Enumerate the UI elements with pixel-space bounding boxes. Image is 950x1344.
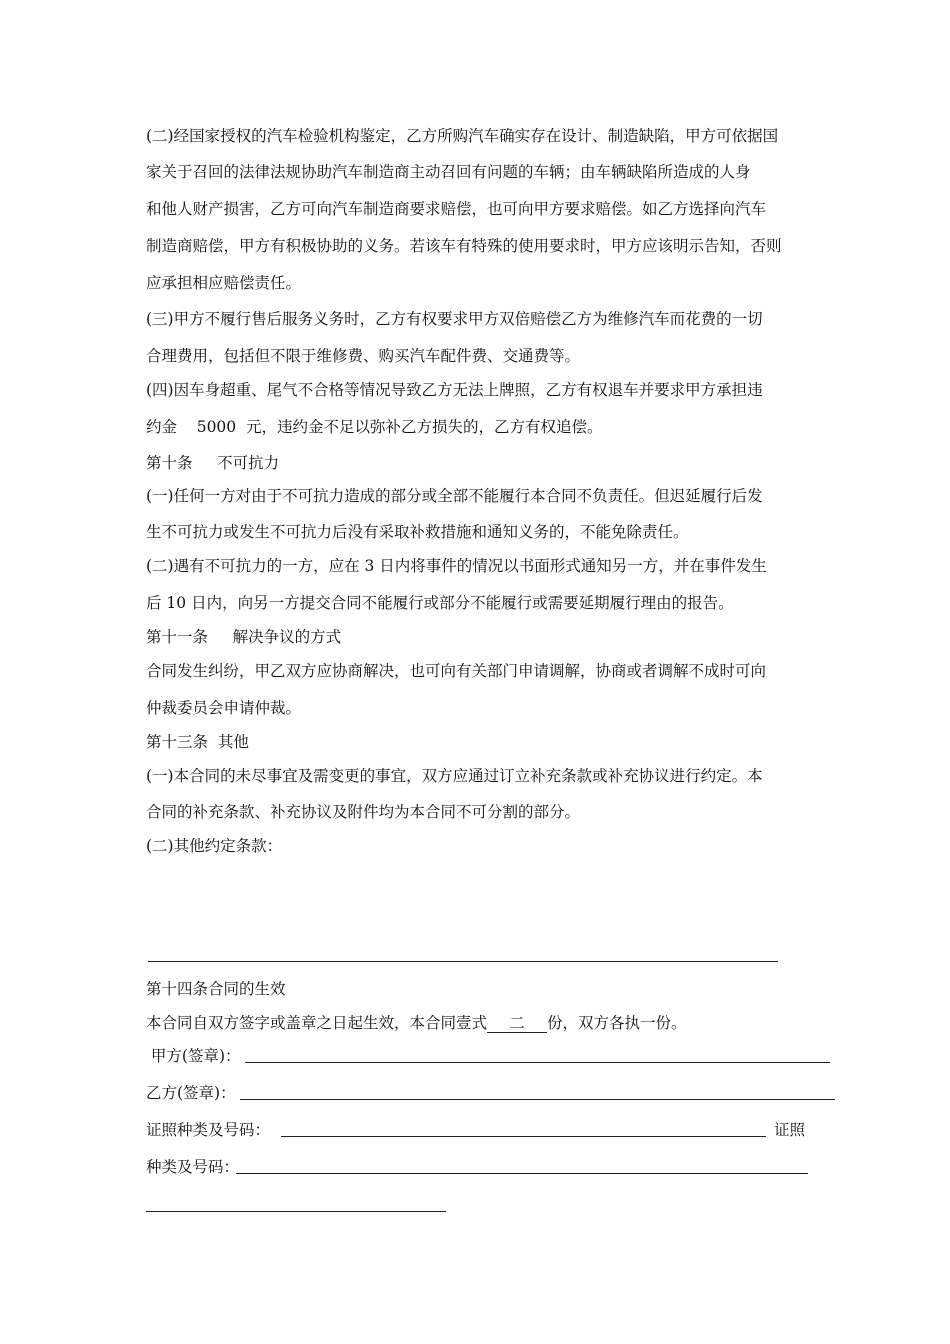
- paragraph-line: 应承担相应赔偿责任。: [146, 274, 302, 292]
- party-b-label: 乙方(签章)：: [146, 1084, 236, 1102]
- id-type-label-tail: 证照: [774, 1121, 806, 1139]
- paragraph-line: 生不可抗力或发生不可抗力后没有采取补救措施和通知义务的，不能免除责任。: [146, 523, 689, 541]
- paragraph-line: 仲裁委员会申请仲裁。: [146, 699, 302, 717]
- effective-text-before: 本合同自双方签字或盖章之日起生效，本合同壹式: [146, 1014, 488, 1032]
- id-number-line-1: [281, 1136, 766, 1137]
- paragraph-line: (二)遇有不可抗力的一方，应在 3 日内将事件的情况以书面形式通知另一方，并在事件发生: [146, 557, 767, 575]
- party-a-signature-line: [245, 1062, 830, 1063]
- id-type-label-1: 证照种类及号码：: [146, 1121, 271, 1139]
- paragraph-line: (一)本合同的未尽事宜及需变更的事宜，双方应通过订立补充条款或补充协议进行约定。本: [146, 767, 763, 785]
- paragraph-line: 合理费用，包括但不限于维修费、购买汽车配件费、交通费等。: [146, 347, 581, 365]
- paragraph-line: (二)其他约定条款：: [146, 837, 283, 855]
- id-number-line-3: [146, 1211, 446, 1212]
- paragraph-line: 合同的补充条款、补充协议及附件均为本合同不可分割的部分。: [146, 803, 581, 821]
- paragraph-line: 制造商赔偿，甲方有积极协助的义务。若该车有特殊的使用要求时，甲方应该明示告知，否则: [146, 237, 782, 255]
- paragraph-line: 合同发生纠纷，甲乙双方应协商解决，也可向有关部门申请调解，协商或者调解不成时可向: [146, 662, 767, 680]
- id-number-line-2: [236, 1173, 808, 1174]
- id-type-label-2: 种类及号码：: [146, 1158, 240, 1176]
- paragraph-line: (一)任何一方对由于不可抗力造成的部分或全部不能履行本合同不负责任。但迟延履行后发: [146, 487, 763, 505]
- effective-line: [146, 1013, 687, 1033]
- paragraph-line: (四)因车身超重、尾气不合格等情况导致乙方无法上牌照，乙方有权退车并要求甲方承担违: [146, 381, 763, 399]
- section-heading: 第十一条 解决争议的方式: [146, 628, 342, 646]
- party-b-signature-line: [240, 1099, 835, 1100]
- paragraph-line: 家关于召回的法律法规协助汽车制造商主动召回有问题的车辆；由车辆缺陷所造成的人身: [146, 163, 751, 181]
- section-heading: 第十四条合同的生效: [146, 980, 286, 998]
- copies-field: 二: [487, 1014, 547, 1033]
- section-heading: 第十条 不可抗力: [146, 454, 280, 472]
- paragraph-line: 后 10 日内，向另一方提交合同不能履行或部分不能履行或需要延期履行理由的报告。: [146, 594, 734, 612]
- section-heading: 第十三条 其他: [146, 733, 249, 751]
- paragraph-line: (二)经国家授权的汽车检验机构鉴定，乙方所购汽车确实存在设计、制造缺陷，甲方可依据国: [146, 127, 779, 145]
- effective-text-after: 份，双方各执一份。: [547, 1014, 687, 1032]
- blank-rule: [148, 961, 778, 962]
- paragraph-line: (三)甲方不履行售后服务义务时，乙方有权要求甲方双倍赔偿乙方为维修汽车而花费的一切: [146, 310, 763, 328]
- paragraph-line: 和他人财产损害，乙方可向汽车制造商要求赔偿，也可向甲方要求赔偿。如乙方选择向汽车: [146, 200, 767, 218]
- party-a-label: 甲方(签章)：: [146, 1047, 241, 1065]
- paragraph-line: 约金 5000 元，违约金不足以弥补乙方损失的，乙方有权追偿。: [146, 418, 603, 436]
